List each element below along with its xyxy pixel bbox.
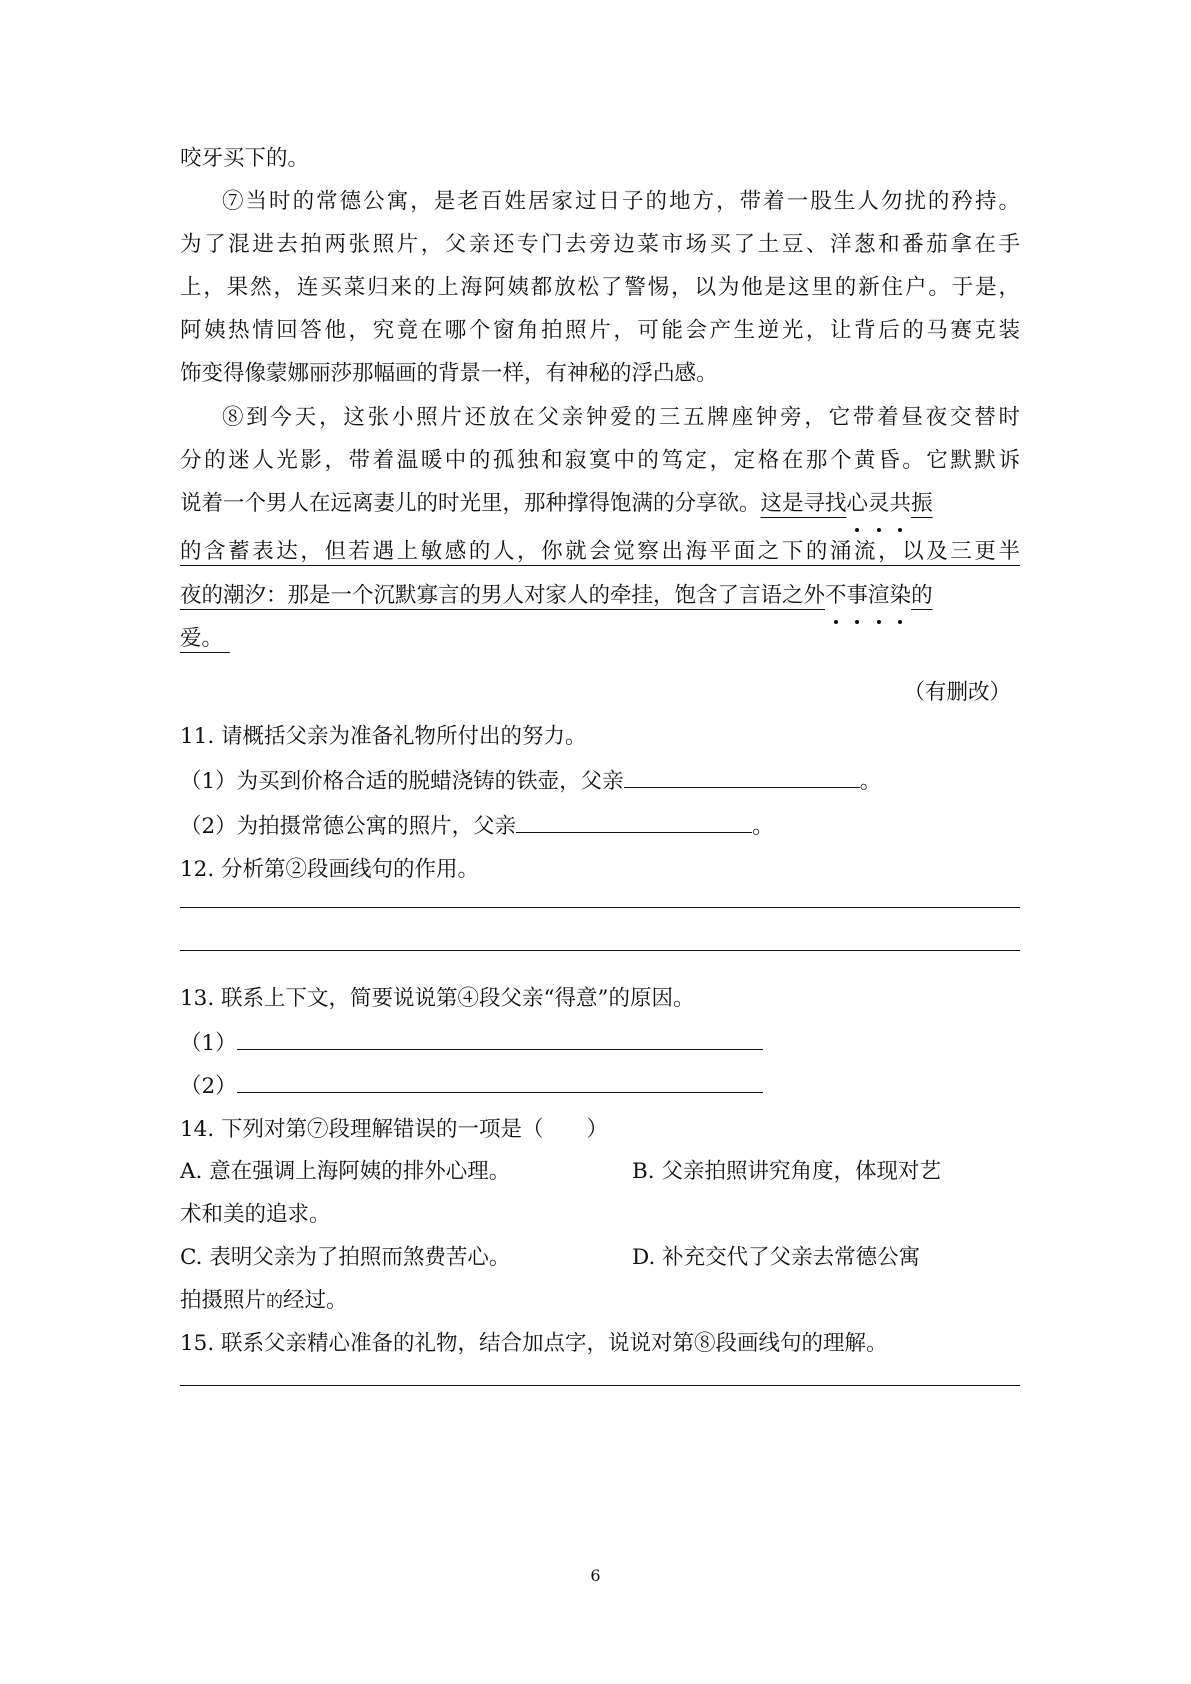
option-b[interactable]: B. 父亲拍照讲究角度，体现对艺 bbox=[632, 1159, 941, 1184]
answer-blank[interactable] bbox=[624, 765, 860, 788]
paragraph-7-line: 阿姨热情回答他，究竟在哪个窗角拍照片，可能会产生逆光，让背后的马赛克装 bbox=[180, 318, 1020, 343]
underlined-sentence bbox=[761, 491, 933, 516]
underlined-sentence-line bbox=[180, 579, 1020, 613]
question-13-part-1-label: （1） bbox=[180, 1031, 237, 1056]
option-b-continuation: 术和美的追求。 bbox=[180, 1202, 331, 1227]
answer-line[interactable] bbox=[180, 950, 1020, 951]
question-11-stem: 11. 请概括父亲为准备礼物所付出的努力。 bbox=[180, 724, 587, 749]
underlined-sentence-line: 的含蓄表达，但若遇上敏感的人，你就会觉察出海平面之下的涌流，以及三更半 bbox=[180, 539, 1020, 564]
paragraph-7-line: ⑦当时的常德公寓，是老百姓居家过日子的地方，带着一股生人勿扰的矜持。 bbox=[222, 189, 1020, 214]
paragraph-8-line: 分的迷人光影，带着温暖中的孤独和寂寞中的笃定，定格在那个黄昏。它默默诉 bbox=[180, 448, 1020, 473]
question-15-stem: 15. 联系父亲精心准备的礼物，结合加点字，说说对第⑧段画线句的理解。 bbox=[180, 1331, 888, 1356]
question-13-stem: 13. 联系上下文，简要说说第④段父亲“得意”的原因。 bbox=[180, 986, 695, 1011]
page-number: 6 bbox=[590, 1566, 601, 1585]
question-11-part-2 bbox=[180, 810, 1020, 844]
paragraph-8-text: 说着一个男人在远离妻儿的时光里，那种撑得饱满的分享欲。 bbox=[180, 491, 761, 516]
option-d-text-small: 的 bbox=[266, 1292, 284, 1312]
underlined-sentence-line bbox=[180, 622, 1020, 656]
paragraph-8-line: ⑧到今天，这张小照片还放在父亲钟爱的三五牌座钟旁，它带着昼夜交替时 bbox=[222, 405, 1020, 430]
emphasis-dot-char: 事 bbox=[847, 579, 869, 613]
paragraph-7-line: 饰变得像蒙娜丽莎那幅画的背景一样，有神秘的浮凸感。 bbox=[180, 361, 718, 386]
emphasis-dot-char: 不 bbox=[825, 579, 847, 613]
answer-line[interactable] bbox=[180, 1385, 1020, 1386]
question-13-part-2 bbox=[180, 1070, 1020, 1104]
underlined-text: 爱。 bbox=[180, 626, 224, 651]
answer-blank[interactable] bbox=[237, 1070, 763, 1093]
question-13-part-1 bbox=[180, 1027, 1020, 1061]
option-d-text: 经过。 bbox=[283, 1288, 348, 1313]
underlined-text: 夜的潮汐：那是一个沉默寡言的男人对家人的牵挂，饱含了言语之外 bbox=[180, 583, 826, 608]
source-note: （有删改） bbox=[903, 680, 1011, 705]
option-c[interactable]: C. 表明父亲为了拍照而煞费苦心。 bbox=[180, 1245, 511, 1270]
end-mark: 。 bbox=[859, 769, 882, 794]
passage-line: 咬牙买下的。 bbox=[180, 146, 310, 171]
option-d-text: 拍摄照片 bbox=[180, 1288, 267, 1313]
paragraph-7-line: 上，果然，连买菜归来的上海阿姨都放松了警惕，以为他是这里的新住户。于是， bbox=[180, 275, 1020, 300]
option-d[interactable]: D. 补充交代了父亲去常德公寓 bbox=[632, 1245, 921, 1270]
paragraph-8-line-3 bbox=[180, 487, 1020, 521]
question-11-part-1 bbox=[180, 765, 1020, 799]
question-12-stem: 12. 分析第②段画线句的作用。 bbox=[180, 857, 480, 882]
emphasis-dot-char: 心 bbox=[847, 487, 869, 521]
question-11-part-1-text: （1）为买到价格合适的脱蜡浇铸的铁壶，父亲 bbox=[180, 769, 624, 794]
option-d-continuation bbox=[180, 1284, 1020, 1319]
answer-line[interactable] bbox=[180, 907, 1020, 908]
question-14-stem: 14. 下列对第⑦段理解错误的一项是（ ） bbox=[180, 1117, 609, 1142]
underline-tail bbox=[223, 626, 230, 651]
emphasis-dot-char: 灵 bbox=[868, 487, 890, 521]
answer-blank[interactable] bbox=[237, 1027, 763, 1050]
underlined-text: 的 bbox=[911, 583, 933, 608]
emphasis-dot-char: 共 bbox=[890, 487, 912, 521]
question-13-part-2-label: （2） bbox=[180, 1074, 237, 1099]
end-mark: 。 bbox=[752, 814, 774, 839]
emphasis-dot-char: 渲 bbox=[868, 579, 890, 613]
underlined-text: 振 bbox=[911, 491, 933, 516]
underlined-text: 这是寻找 bbox=[760, 491, 847, 516]
emphasis-dot-char: 染 bbox=[890, 579, 912, 613]
paragraph-7-line: 为了混进去拍两张照片，父亲还专门去旁边菜市场买了土豆、洋葱和番茄拿在手 bbox=[180, 232, 1020, 257]
question-11-part-2-text: （2）为拍摄常德公寓的照片，父亲 bbox=[180, 814, 517, 839]
option-a[interactable]: A. 意在强调上海阿姨的排外心理。 bbox=[180, 1159, 511, 1184]
answer-blank[interactable] bbox=[516, 810, 752, 833]
